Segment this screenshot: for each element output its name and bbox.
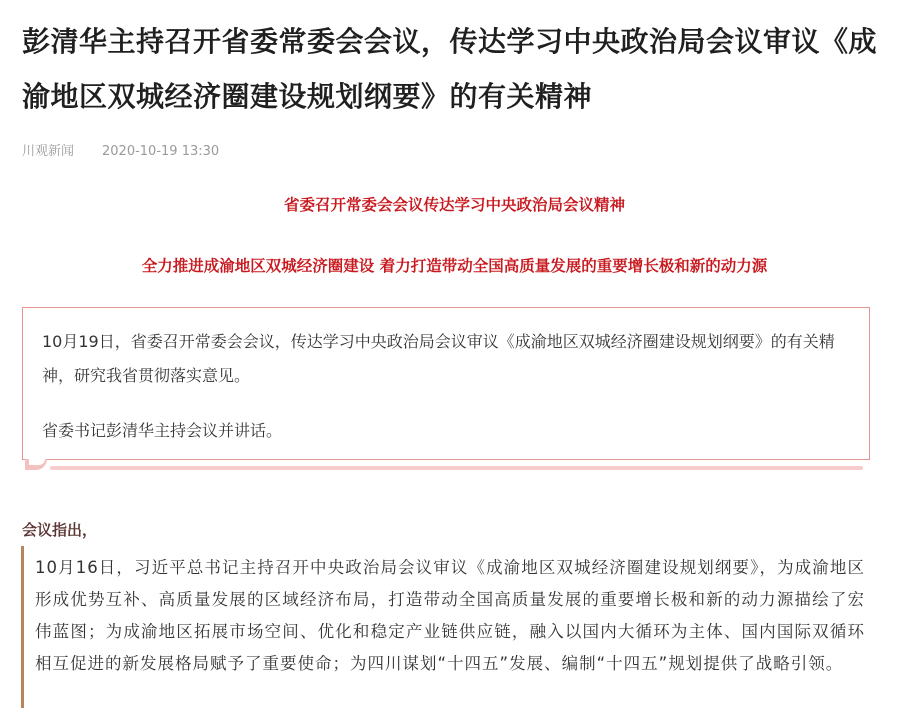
red-subheading-2: 全力推进成渝地区双城经济圈建设 着力打造带动全国高质量发展的重要增长极和新的动力源 [141, 257, 768, 275]
intro-paragraph-1: 10月19日，省委召开常委会会议，传达学习中央政治局会议审议《成渝地区双城经济圈建设规划纲要》的有关精神，研究我省贯彻落实意见。 [42, 332, 835, 385]
red-subheading-1: 省委召开常委会会议传达学习中央政治局会议精神 [283, 196, 625, 214]
section-body-paragraph: 10月16日，习近平总书记主持召开中央政治局会议审议《成渝地区双城经济圈建设规划纲要》，为成渝地区形成优势互补、高质量发展的区域经济布局，打造带动全国高质量发展的重要增长极和新的动力源描绘了宏伟蓝图；为成渝地区拓展市场空间、优化和稳定产业链供应链，融入以国内大循环为主体、国内国际双循环相互促进的新发展格局赋予了重要使命；为四川谋划“十四五”发展、编制“十四五”规划提供了战略引领。 [35, 558, 865, 673]
intro-box-shadow-decoration [50, 466, 863, 470]
article-meta [22, 140, 219, 159]
quote-accent-bar [21, 546, 24, 708]
section-label: 会议指出， [22, 521, 98, 539]
intro-box [22, 307, 870, 460]
article-title: 彭清华主持召开省委常委会会议，传达学习中央政治局会议审议《成渝地区双城经济圈建设规划纲要》的有关精神 [22, 25, 878, 113]
article-source[interactable]: 川观新闻 [22, 144, 75, 159]
article-datetime: 2020-10-19 13:30 [102, 144, 220, 159]
intro-paragraph-2: 省委书记彭清华主持会议并讲话。 [42, 421, 283, 440]
